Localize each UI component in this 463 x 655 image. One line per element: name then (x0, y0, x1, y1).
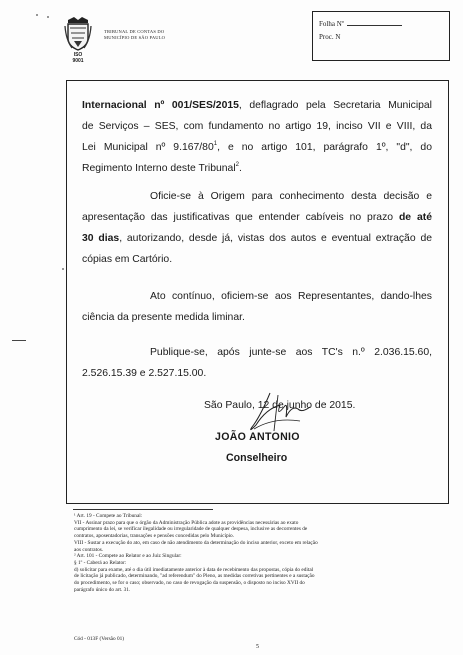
p3-text: Ato contínuo, oficiem-se aos Representantes, dando-lhes (150, 291, 432, 302)
p1-text: . (239, 163, 242, 174)
p1-text: Regimento Interno deste Tribunal (82, 163, 236, 174)
signer-name: JOÃO ANTONIO (215, 431, 300, 443)
scan-speck (62, 268, 64, 270)
footnote-line: d) solicitar para exame, até o dia útil imediatamente anterior à data de recebimento das propostas, cópia do edital (74, 566, 314, 573)
footnote-line: ¹ Art. 19 - Compete ao Tribunal: (74, 513, 143, 519)
org-line-1: TRIBUNAL DE CONTAS DO (104, 29, 165, 34)
folha-stamp-box (312, 11, 450, 61)
iso-label: ISO (73, 52, 83, 58)
scan-speck (36, 14, 38, 16)
folha-label: Folha Nº (319, 20, 344, 28)
footnote-line: do procedimento, se for o caso; observado, no caso de revogação da suspensão, o disposto no inciso XVII do (74, 580, 305, 587)
org-line-2: MUNICÍPIO DE SÃO PAULO (104, 35, 166, 40)
p1-text: Lei Municipal nº 9.167/80 (82, 142, 214, 153)
scan-speck (47, 16, 49, 18)
footnote-ref: 2 (235, 162, 239, 168)
scan-mark (12, 340, 26, 341)
footnote-line: contratos, aposentadorias, transações e pensões concedidas pelo Município. (74, 533, 235, 540)
p3-line-1 (82, 286, 432, 307)
paragraph-4 (82, 342, 432, 384)
page-number: 5 (256, 644, 259, 650)
p2-bold: 30 dias (82, 233, 120, 244)
footnote-line: § 1º - Caberá ao Relator: (74, 559, 127, 566)
folha-blank-line (347, 25, 402, 26)
footnote-line: cumprimento da lei, se verificar ilegalidade ou irregularidade de qualquer despesa, inclusive as decorrentes de (74, 526, 308, 533)
municipal-crest-icon (64, 14, 92, 52)
p3-text: ciência da presente medida liminar. (82, 312, 245, 323)
p1-text: de Serviços – SES, com fundamento no artigo 19, inciso VII e VIII, da (82, 121, 432, 132)
proc-label: Proc. N (319, 33, 341, 41)
iso-number: 9001 (72, 58, 84, 64)
p2-text: Oficie-se à Origem para conhecimento desta decisão e (150, 191, 432, 202)
paragraph-3 (82, 286, 432, 328)
p2-text: cópias em Cartório. (82, 254, 173, 265)
p2-line-4 (82, 249, 432, 270)
footnote-line: parágrafo único do art. 31. (74, 586, 131, 593)
p3-line-2 (82, 307, 432, 328)
footnote-line: aos contratos. (74, 546, 104, 553)
footnote-line: VIII - Sustar a execução do ato, em caso de não atendimento da determinação do inciso anterior, exceto em relação (74, 539, 318, 546)
handwritten-signature (240, 387, 320, 435)
p1-bold-ref: Internacional nº 001/SES/2015 (82, 100, 239, 111)
p4-line-2 (82, 363, 432, 384)
p2-line-3 (82, 228, 432, 249)
p4-text: 2.526.15.39 e 2.527.15.00. (82, 368, 207, 379)
p1-line-3 (82, 137, 432, 158)
paragraph-2 (82, 186, 432, 270)
footnote-divider (73, 509, 213, 510)
p1-text: , e no artigo 101, parágrafo 1º, "d", do (217, 142, 432, 153)
p1-text: , deflagrado pela Secretaria Municipal (238, 100, 432, 111)
p4-line-1 (82, 342, 432, 363)
p1-line-1 (82, 95, 432, 116)
footnote-line: de licitação já publicado, determinando, "ad referendum" do Pleno, as medidas corretivas pertinentes e a sustação (74, 573, 315, 580)
p2-line-2 (82, 207, 432, 228)
footnote-line: VII - Assinar prazo para que o órgão da Administração Pública adote as providências necessárias ao exato (74, 519, 299, 526)
signer-role: Conselheiro (226, 452, 288, 464)
p2-line-1 (82, 186, 432, 207)
footnote-ref: 1 (213, 141, 218, 147)
p1-line-2 (82, 116, 432, 137)
p2-text: apresentação das justificativas que entender cabíveis no prazo (82, 212, 399, 223)
p2-bold: de até (398, 212, 432, 223)
footnotes (74, 513, 446, 593)
paragraph-1 (82, 95, 432, 179)
iso-badge (62, 52, 94, 64)
form-code: Cód - 013F (Versão 01) (74, 636, 125, 642)
p2-text: , autorizando, desde já, vistas dos autos e eventual extração de (119, 233, 432, 244)
p1-line-4 (82, 158, 432, 179)
footnote-line: ² Art. 101 - Compete ao Relator e ao Juiz Singular: (74, 553, 182, 560)
signature-date: São Paulo, 12 de junho de 2015. (204, 400, 356, 411)
organization-name (104, 29, 165, 41)
p4-text: Publique-se, após junte-se aos TC's n.º 2.036.15.60, (150, 347, 432, 358)
